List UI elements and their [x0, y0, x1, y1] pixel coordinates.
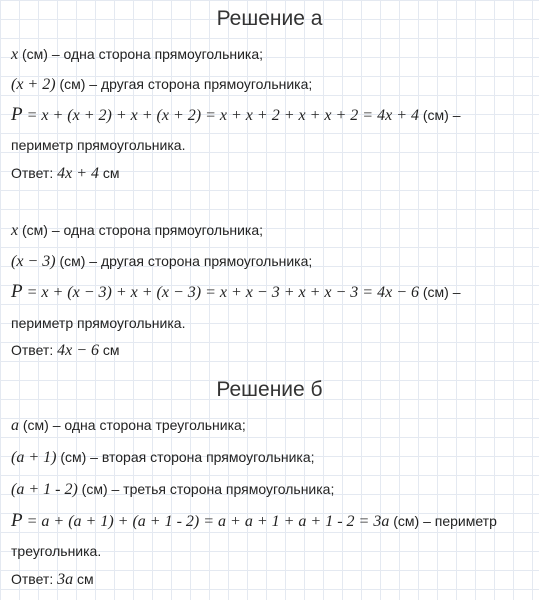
line-text: треугольника.	[11, 543, 102, 559]
math-expr: (a + 1 - 2)	[11, 481, 78, 498]
answer-label: Ответ:	[11, 342, 58, 358]
math-expr: 4x + 4	[57, 165, 100, 182]
b-line-side-three	[11, 480, 334, 499]
b-line-side-two	[11, 448, 315, 467]
line-text: (см) – третья сторона прямоугольника;	[77, 481, 335, 497]
b-line-perimeter	[11, 512, 497, 531]
math-expr: a	[11, 417, 19, 434]
math-expr: x	[11, 222, 19, 239]
line-text: (см) –	[419, 284, 461, 300]
heading-solution-a: Решение а	[216, 7, 323, 30]
perimeter-symbol: P	[11, 510, 23, 531]
a2-line-perimeter	[11, 283, 461, 302]
line-text: (см) – другая сторона прямоугольника;	[55, 253, 313, 269]
heading-solution-b: Решение б	[216, 378, 323, 401]
b-line-perimeter-cont	[11, 542, 101, 560]
perimeter-symbol: P	[11, 281, 23, 302]
line-text: (см) –	[419, 107, 461, 123]
b-line-side-one	[11, 416, 246, 435]
math-expr: = x + (x − 3) + x + (x − 3) = x + x − 3 + x + x − 3 = 4x − 6	[22, 284, 419, 301]
line-text: см	[99, 342, 120, 358]
math-expr: (x − 3)	[11, 253, 56, 270]
a2-line-side-two	[11, 252, 312, 271]
line-text: см	[73, 571, 94, 587]
a1-line-side-one	[11, 45, 263, 64]
perimeter-symbol: P	[11, 104, 23, 125]
a1-line-side-two	[11, 75, 312, 94]
line-text: периметр прямоугольника.	[11, 137, 186, 153]
b-answer	[11, 570, 94, 589]
math-expr: 4x − 6	[57, 342, 100, 359]
math-expr: (a + 1)	[11, 449, 57, 466]
line-text: см	[99, 165, 120, 181]
a2-line-side-one	[11, 221, 263, 240]
math-expr: 3a	[57, 571, 74, 588]
line-text: (см) – одна сторона треугольника;	[19, 417, 246, 433]
a1-answer	[11, 164, 120, 183]
a1-line-perimeter	[11, 106, 461, 125]
a1-line-perimeter-cont	[11, 136, 185, 154]
line-text: (см) – вторая сторона прямоугольника;	[56, 449, 315, 465]
line-text: (см) – периметр	[389, 513, 497, 529]
line-text: периметр прямоугольника.	[11, 315, 186, 331]
line-text: (см) – одна сторона прямоугольника;	[18, 222, 264, 238]
a2-answer	[11, 341, 120, 360]
a2-line-perimeter-cont	[11, 314, 185, 332]
math-expr: = a + (a + 1) + (a + 1 - 2) = a + a + 1 + a + 1 - 2 = 3a	[22, 513, 390, 530]
math-expr: x	[11, 46, 19, 63]
line-text: (см) – другая сторона прямоугольника;	[55, 76, 313, 92]
math-expr: (x + 2)	[11, 76, 56, 93]
line-text: (см) – одна сторона прямоугольника;	[18, 46, 264, 62]
math-expr: = x + (x + 2) + x + (x + 2) = x + x + 2 + x + x + 2 = 4x + 4	[22, 107, 419, 124]
answer-label: Ответ:	[11, 571, 58, 587]
answer-label: Ответ:	[11, 165, 58, 181]
